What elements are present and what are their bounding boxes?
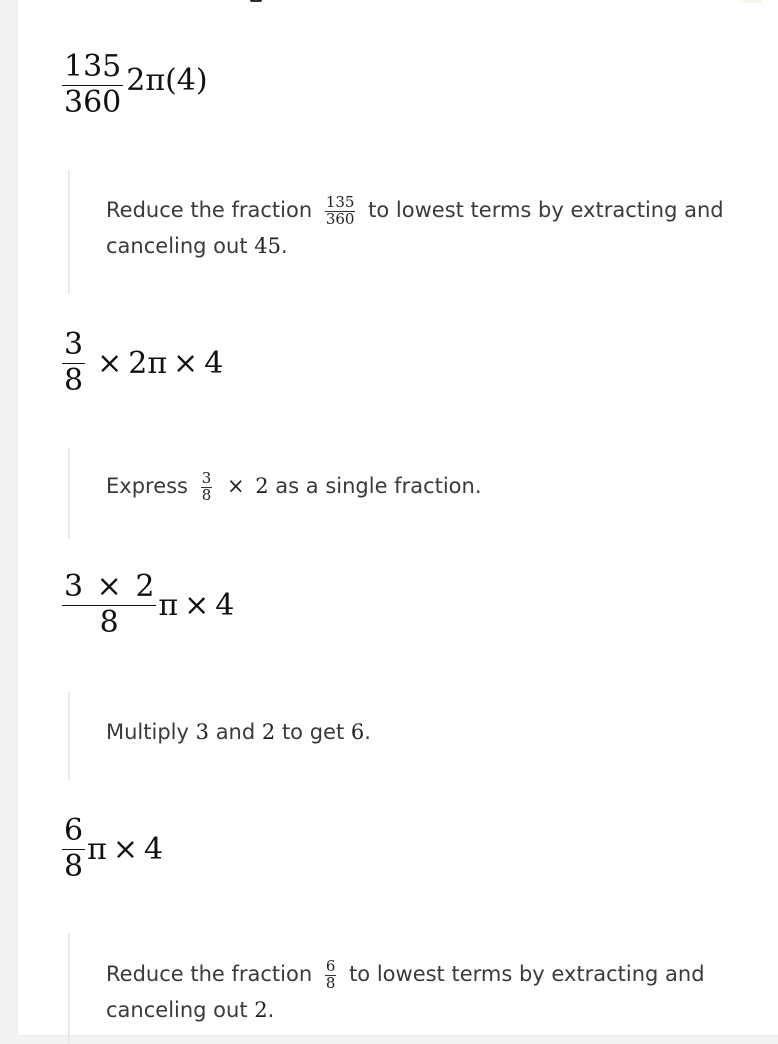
expression-term: 4 [215,587,235,623]
numerator: 3 [64,327,84,362]
clipped-corner-fragment [740,0,762,3]
fraction-135-360 [62,50,123,121]
fraction-3x2-8 [62,570,156,641]
explanation-step-4 [68,934,738,1044]
denominator: 360 [325,209,355,228]
explanation-line [106,228,738,264]
explanation-text: as a single fraction. [275,474,482,498]
expression-step-3 [62,570,234,641]
denominator: 8 [64,363,84,398]
expression-rest: 2π(4) [126,62,208,98]
expression-step-2 [62,328,223,399]
fraction-6-8 [62,814,85,885]
explanation-line [106,714,738,750]
pi-symbol: π [87,831,107,867]
inline-fraction [325,192,356,228]
explanation-line [106,992,738,1028]
inline-fraction [325,956,337,992]
denominator: 360 [64,85,122,120]
expression-step-4 [62,814,163,885]
numerator: 3 [201,468,212,487]
denominator: 8 [201,485,212,504]
inline-value: 45 [254,234,281,258]
period: . [364,720,371,744]
inline-value: 2 [255,474,269,498]
clipped-heading-fragment [250,0,262,2]
explanation-text: Multiply [106,720,189,744]
explanation-text: Reduce the fraction [106,962,313,986]
explanation-step-3 [68,692,738,780]
explanation-text: canceling out [106,234,248,258]
expression-term: 2π [128,345,168,381]
explanation-text: canceling out [106,998,248,1022]
explanation-line [106,956,738,992]
numerator: 6 [325,956,336,975]
explanation-text: Reduce the fraction [106,198,313,222]
expression-term: 4 [204,345,224,381]
expression-step-1 [62,50,208,121]
explanation-line [106,468,738,504]
numerator: 6 [64,813,84,848]
denominator: 8 [64,849,84,884]
numerator: 135 [325,192,355,211]
inline-fraction [201,468,213,504]
period: . [267,998,275,1022]
fraction-3-8 [62,328,85,399]
explanation-text: to lowest terms by extracting and [368,198,724,222]
times-symbol: × [226,474,245,498]
denominator: 8 [325,973,336,992]
explanation-text: Express [106,474,189,498]
numerator: 135 [64,49,122,84]
times-symbol: × [97,345,123,381]
inline-value: 2 [261,720,276,744]
explanation-line [106,192,738,228]
times-symbol: × [173,345,199,381]
inline-value: 2 [254,998,268,1022]
explanation-text: to lowest terms by extracting and [349,962,705,986]
times-symbol: × [184,587,210,623]
period: . [281,234,288,258]
pi-symbol: π [158,587,179,623]
expression-term: 4 [143,831,164,867]
numerator-term: 3 [64,569,84,604]
explanation-step-2 [68,448,738,538]
numerator-term: 2 [135,569,155,604]
numerator [62,570,156,605]
denominator: 8 [99,605,119,640]
inline-value: 3 [195,720,209,744]
explanation-text: to get [281,720,345,744]
explanation-step-1 [68,170,738,294]
explanation-text: and [215,720,256,744]
inline-value: 6 [350,720,365,744]
times-symbol: × [112,831,138,867]
times-symbol: × [96,569,122,604]
